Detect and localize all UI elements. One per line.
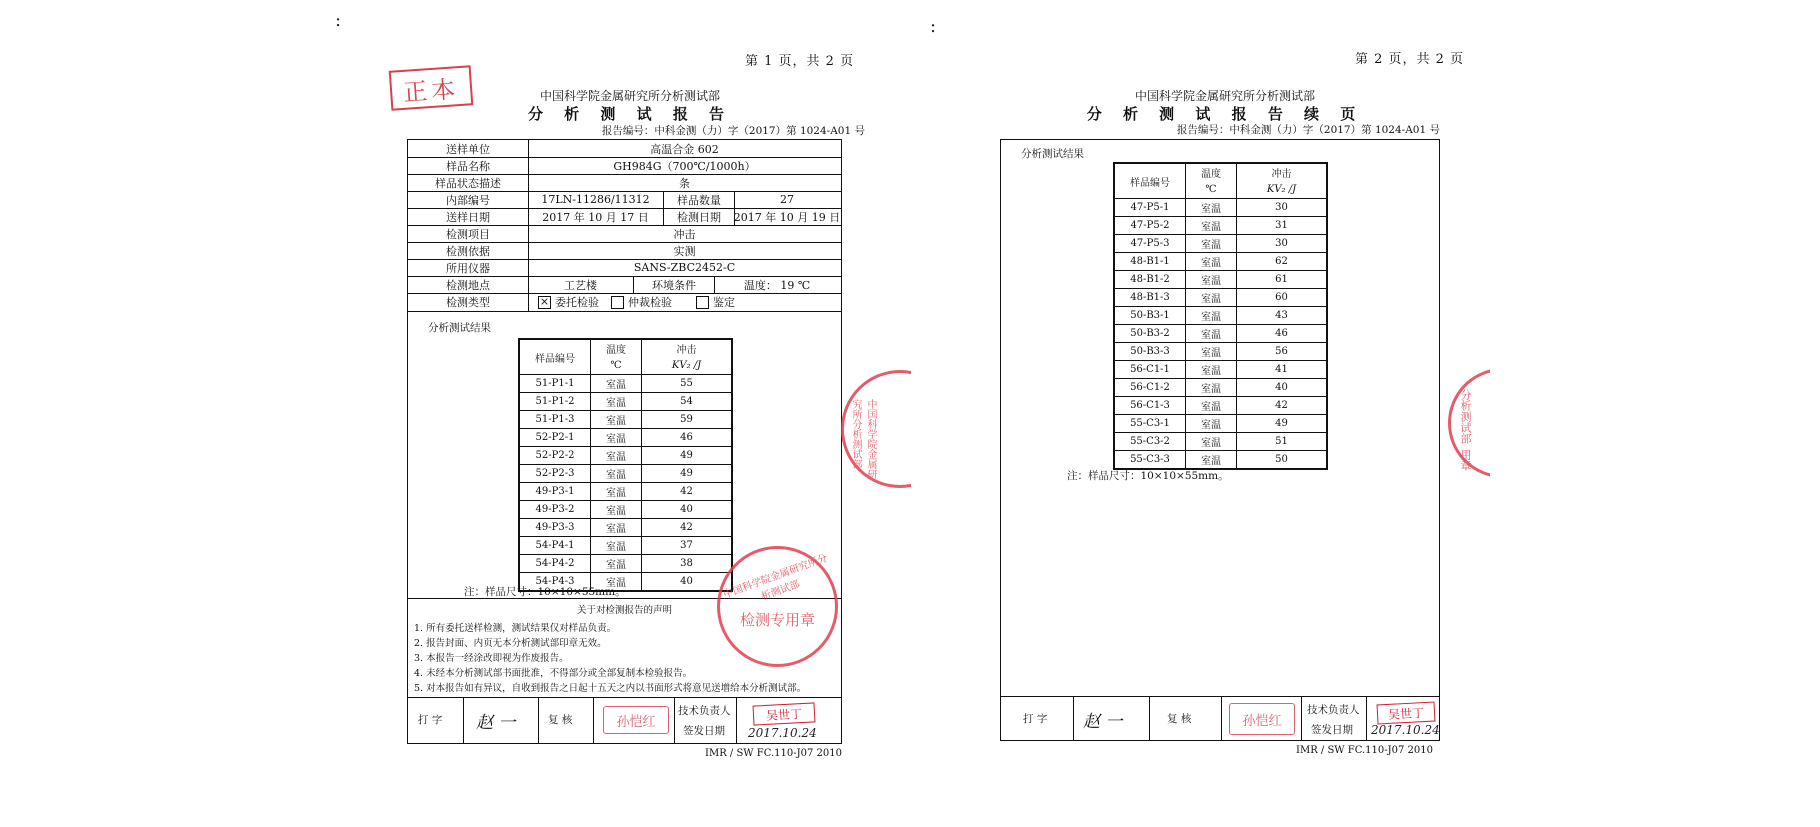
- cell-temperature: 室温: [1186, 415, 1237, 433]
- label-qty: 样品数量: [663, 191, 735, 208]
- scan-mark: :: [335, 10, 342, 31]
- checkbox-appraisal: [696, 296, 709, 309]
- header-sample: 样品编号: [519, 339, 591, 375]
- table-row: [1114, 235, 1327, 253]
- table-row: [519, 393, 732, 411]
- cell-sample-id: 52-P2-3: [519, 465, 591, 483]
- report-form: [1000, 139, 1440, 741]
- cell-temperature: 室温: [1186, 451, 1237, 470]
- label-send-date: 送样日期: [408, 208, 529, 225]
- label-sample-state: 样品状态描述: [408, 174, 529, 191]
- footer-divider-3: [1221, 697, 1222, 740]
- label-typist: 打 字: [418, 714, 443, 726]
- edge-seal-text: 分析测试部: [1459, 389, 1472, 444]
- cell-temperature: 室温: [591, 411, 642, 429]
- tech-lead-stamp: 吴世丁: [1377, 701, 1436, 724]
- cell-impact-value: 55: [642, 375, 733, 393]
- type-option-1: 委托检验: [555, 296, 599, 309]
- cell-impact-value: 61: [1237, 271, 1328, 289]
- org-name: 中国科学院金属研究所分析测试部: [1134, 89, 1315, 103]
- org-name: 中国科学院金属研究所分析测试部: [539, 89, 720, 103]
- cell-temperature: 室温: [591, 375, 642, 393]
- row-sample-name: [408, 157, 841, 175]
- footer-divider-3: [593, 698, 594, 743]
- page-number: 第 1 页，共 2 页: [745, 54, 855, 69]
- label-sender: 送样单位: [408, 140, 529, 157]
- table-row: [1114, 433, 1327, 451]
- cell-temperature: 室温: [591, 573, 642, 592]
- cell-impact-value: 59: [642, 411, 733, 429]
- cell-sample-id: 50-B3-1: [1114, 307, 1186, 325]
- label-issue-date: 签发日期: [683, 725, 725, 737]
- footer-divider-5: [1366, 697, 1367, 740]
- typist-signature: 赵 一: [476, 713, 516, 733]
- label-issue-date: 签发日期: [1311, 724, 1353, 736]
- cell-temperature: 室温: [1186, 343, 1237, 361]
- row-instrument: [408, 259, 841, 277]
- value-test-date: 2017 年 10 月 19 日: [733, 210, 841, 224]
- cell-temperature: 室温: [1186, 433, 1237, 451]
- label-test-item: 检测项目: [408, 225, 529, 242]
- cell-temperature: 室温: [591, 555, 642, 573]
- cell-impact-value: 30: [1237, 235, 1328, 253]
- cell-temperature: 室温: [1186, 379, 1237, 397]
- label-typist: 打 字: [1023, 713, 1048, 725]
- table-row: [519, 447, 732, 465]
- footer-divider-4: [1301, 697, 1302, 740]
- label-sample-name: 样品名称: [408, 157, 529, 174]
- value-temp: 温度： 19 ℃: [743, 278, 811, 292]
- row-basis: [408, 242, 841, 260]
- cell-temperature: 室温: [591, 447, 642, 465]
- footer-divider-1: [463, 698, 464, 743]
- header-sample: 样品编号: [1114, 163, 1186, 199]
- table-row: [1114, 361, 1327, 379]
- value-qty: 27: [780, 193, 794, 206]
- declaration-item: 2. 报告封面、内页无本分析测试部印章无效。: [414, 638, 607, 649]
- label-tech-lead: 技术负责人: [1307, 704, 1360, 716]
- cell-impact-value: 46: [642, 429, 733, 447]
- table-row: [1114, 289, 1327, 307]
- cell-sample-id: 56-C1-1: [1114, 361, 1186, 379]
- report-number: 报告编号：中科金测（力）字（2017）第 1024-A01 号: [1176, 124, 1440, 136]
- checkbox-arbitration: [611, 296, 624, 309]
- results-title: 分析测试结果: [1021, 148, 1084, 160]
- checkbox-commissioned: ×: [539, 294, 550, 308]
- label-type: 检测类型: [408, 293, 529, 311]
- cell-impact-value: 49: [642, 465, 733, 483]
- table-row: [1114, 415, 1327, 433]
- cell-sample-id: 56-C1-2: [1114, 379, 1186, 397]
- row-type: [408, 293, 841, 312]
- cell-sample-id: 54-P4-3: [519, 573, 591, 592]
- reviewer-stamp: 孙恺红: [603, 706, 669, 734]
- cell-sample-id: 50-B3-2: [1114, 325, 1186, 343]
- header-temp-unit: ℃: [591, 357, 642, 375]
- edge-seal-stamp: [1448, 368, 1490, 478]
- cell-impact-value: 43: [1237, 307, 1328, 325]
- cell-impact-value: 50: [1237, 451, 1328, 470]
- row-sample-state: [408, 174, 841, 192]
- label-env: 环境条件: [633, 276, 715, 293]
- cell-sample-id: 55-C3-2: [1114, 433, 1186, 451]
- table-row: [1114, 451, 1327, 470]
- label-tech-lead: 技术负责人: [678, 705, 731, 717]
- cell-temperature: 室温: [591, 429, 642, 447]
- report-number: 报告编号：中科金测（力）字（2017）第 1024-A01 号: [601, 125, 865, 137]
- cell-sample-id: 47-P5-2: [1114, 217, 1186, 235]
- cell-impact-value: 38: [642, 555, 733, 573]
- edge-seal-text-2: 用章: [1459, 449, 1472, 471]
- tech-lead-stamp: 吴世丁: [753, 702, 816, 725]
- cell-sample-id: 48-B1-1: [1114, 253, 1186, 271]
- cell-temperature: 室温: [1186, 307, 1237, 325]
- cell-impact-value: 40: [642, 573, 733, 592]
- type-option-3: 鉴定: [713, 296, 735, 309]
- cell-impact-value: 62: [1237, 253, 1328, 271]
- page-number: 第 2 页，共 2 页: [1355, 52, 1465, 67]
- cell-temperature: 室温: [1186, 217, 1237, 235]
- table-row: [1114, 397, 1327, 415]
- issue-date-value: 2017.10.24: [1371, 723, 1440, 737]
- type-options: [528, 293, 841, 311]
- table-row: [519, 555, 732, 573]
- cell-sample-id: 55-C3-1: [1114, 415, 1186, 433]
- seal-center-text: 检测专用章: [739, 611, 815, 629]
- cell-sample-id: 47-P5-3: [1114, 235, 1186, 253]
- results-table: [1113, 162, 1328, 470]
- cell-impact-value: 40: [642, 501, 733, 519]
- table-row: [519, 519, 732, 537]
- cell-temperature: 室温: [591, 501, 642, 519]
- table-row: [519, 429, 732, 447]
- cell-impact-value: 42: [1237, 397, 1328, 415]
- label-internal-no: 内部编号: [408, 191, 529, 208]
- issue-date-value: 2017.10.24: [748, 726, 817, 740]
- declaration-title: 关于对检测报告的声明: [576, 605, 672, 616]
- table-row: [1114, 271, 1327, 289]
- cell-temperature: 室温: [1186, 253, 1237, 271]
- cell-sample-id: 55-C3-3: [1114, 451, 1186, 470]
- label-basis: 检测依据: [408, 242, 529, 259]
- table-row: [1114, 307, 1327, 325]
- label-review: 复 核: [1167, 713, 1192, 725]
- header-temp: 温度: [1186, 163, 1237, 181]
- cell-sample-id: 52-P2-2: [519, 447, 591, 465]
- form-code: IMR / SW FC.110-J07 2010: [705, 748, 842, 759]
- table-row: [519, 375, 732, 393]
- cell-sample-id: 47-P5-1: [1114, 199, 1186, 217]
- cell-impact-value: 56: [1237, 343, 1328, 361]
- cell-impact-value: 51: [1237, 433, 1328, 451]
- footer-divider-2: [1149, 697, 1150, 740]
- table-row: [519, 483, 732, 501]
- cell-sample-id: 52-P2-1: [519, 429, 591, 447]
- cell-temperature: 室温: [591, 465, 642, 483]
- header-temp: 温度: [591, 339, 642, 357]
- value-sample-state: 条: [679, 176, 690, 190]
- table-row: [1114, 199, 1327, 217]
- cell-temperature: 室温: [1186, 397, 1237, 415]
- typist-signature: 赵 一: [1083, 712, 1123, 732]
- cell-sample-id: 51-P1-2: [519, 393, 591, 411]
- cell-impact-value: 46: [1237, 325, 1328, 343]
- declaration-item: 4. 未经本分析测试部书面批准，不得部分或全部复制本检验报告。: [414, 668, 693, 679]
- header-impact: 冲击: [642, 339, 733, 357]
- sample-size-note: 注：样品尺寸：10×10×55mm。: [464, 586, 626, 598]
- table-row: [1114, 253, 1327, 271]
- table-row: [1114, 325, 1327, 343]
- cell-sample-id: 49-P3-2: [519, 501, 591, 519]
- cell-impact-value: 31: [1237, 217, 1328, 235]
- value-test-item: 冲击: [673, 227, 696, 241]
- cell-temperature: 室温: [1186, 199, 1237, 217]
- declaration-item: 3. 本报告一经涂改即视为作废报告。: [414, 653, 569, 664]
- header-impact-unit: KV₂ /J: [1237, 181, 1328, 199]
- edge-seal-stamp: [841, 370, 911, 488]
- report-title: 分 析 测 试 报 告 续 页: [1086, 105, 1364, 123]
- report-title: 分 析 测 试 报 告: [527, 105, 733, 123]
- cell-temperature: 室温: [1186, 361, 1237, 379]
- header-impact: 冲击: [1237, 163, 1328, 181]
- cell-sample-id: 51-P1-1: [519, 375, 591, 393]
- edge-seal-text: 中国科学院金属研究所分析测试部: [850, 399, 876, 479]
- value-sample-name: GH984G（700℃/1000h）: [613, 159, 756, 173]
- cell-impact-value: 42: [642, 483, 733, 501]
- report-page-2: [930, 0, 1490, 827]
- row-dates: [408, 208, 841, 226]
- report-page-1: [335, 0, 876, 827]
- cell-temperature: 室温: [591, 519, 642, 537]
- cell-sample-id: 49-P3-3: [519, 519, 591, 537]
- table-row: [519, 537, 732, 555]
- cell-temperature: 室温: [591, 483, 642, 501]
- declaration-item: 5. 对本报告如有异议，自收到报告之日起十五天之内以书面形式将意见送增给本分析测试部。: [414, 683, 807, 694]
- cell-sample-id: 48-B1-2: [1114, 271, 1186, 289]
- table-row: [519, 501, 732, 519]
- declaration-item: 1. 所有委托送样检测，测试结果仅对样品负责。: [414, 623, 617, 634]
- value-sender: 高温合金 602: [650, 142, 719, 156]
- cell-impact-value: 60: [1237, 289, 1328, 307]
- header-temp-unit: ℃: [1186, 181, 1237, 199]
- sample-size-note: 注：样品尺寸：10×10×55mm。: [1067, 470, 1229, 482]
- cell-temperature: 室温: [1186, 325, 1237, 343]
- type-option-2: 仲裁检验: [628, 296, 672, 309]
- cell-sample-id: 54-P4-1: [519, 537, 591, 555]
- reviewer-stamp: 孙恺红: [1229, 703, 1295, 735]
- table-row: [1114, 343, 1327, 361]
- table-row: [519, 411, 732, 429]
- cell-temperature: 室温: [1186, 235, 1237, 253]
- footer-divider-1: [1073, 697, 1074, 740]
- footer-block: [408, 697, 841, 743]
- row-sender: [408, 140, 841, 158]
- inspection-seal-stamp: [717, 546, 838, 667]
- footer-block: [1001, 696, 1439, 740]
- cell-temperature: 室温: [1186, 289, 1237, 307]
- cell-sample-id: 56-C1-3: [1114, 397, 1186, 415]
- value-basis: 实测: [673, 244, 696, 258]
- scan-mark: :: [930, 16, 937, 37]
- footer-divider-5: [736, 698, 737, 743]
- form-code: IMR / SW FC.110-J07 2010: [1296, 745, 1433, 756]
- label-location: 检测地点: [408, 276, 529, 293]
- footer-divider-4: [674, 698, 675, 743]
- results-table: [518, 338, 733, 592]
- original-copy-stamp: 正本: [389, 65, 474, 111]
- cell-impact-value: 41: [1237, 361, 1328, 379]
- cell-sample-id: 48-B1-3: [1114, 289, 1186, 307]
- value-internal-no: 17LN-11286/11312: [541, 193, 650, 206]
- cell-impact-value: 30: [1237, 199, 1328, 217]
- cell-temperature: 室温: [591, 537, 642, 555]
- header-impact-unit: KV₂ /J: [642, 357, 733, 375]
- footer-divider-2: [538, 698, 539, 743]
- cell-temperature: 室温: [1186, 271, 1237, 289]
- value-location: 工艺楼: [564, 278, 597, 292]
- row-internal-no: [408, 191, 841, 209]
- results-title: 分析测试结果: [428, 322, 491, 334]
- label-test-date: 检测日期: [663, 208, 735, 225]
- cell-sample-id: 49-P3-1: [519, 483, 591, 501]
- label-review: 复 核: [548, 714, 573, 726]
- label-instrument: 所用仪器: [408, 259, 529, 276]
- value-send-date: 2017 年 10 月 17 日: [542, 210, 649, 224]
- table-row: [519, 465, 732, 483]
- seal-ring-text: 中国科学院金属研究所分析测试部: [722, 552, 830, 603]
- cell-impact-value: 40: [1237, 379, 1328, 397]
- cell-impact-value: 54: [642, 393, 733, 411]
- cell-impact-value: 42: [642, 519, 733, 537]
- value-instrument: SANS-ZBC2452-C: [633, 261, 736, 274]
- row-location: [408, 276, 841, 294]
- cell-sample-id: 50-B3-3: [1114, 343, 1186, 361]
- cell-impact-value: 49: [642, 447, 733, 465]
- row-test-item: [408, 225, 841, 243]
- cell-impact-value: 49: [1237, 415, 1328, 433]
- cell-impact-value: 37: [642, 537, 733, 555]
- table-row: [1114, 379, 1327, 397]
- cell-temperature: 室温: [591, 393, 642, 411]
- cell-sample-id: 54-P4-2: [519, 555, 591, 573]
- cell-sample-id: 51-P1-3: [519, 411, 591, 429]
- table-row: [1114, 217, 1327, 235]
